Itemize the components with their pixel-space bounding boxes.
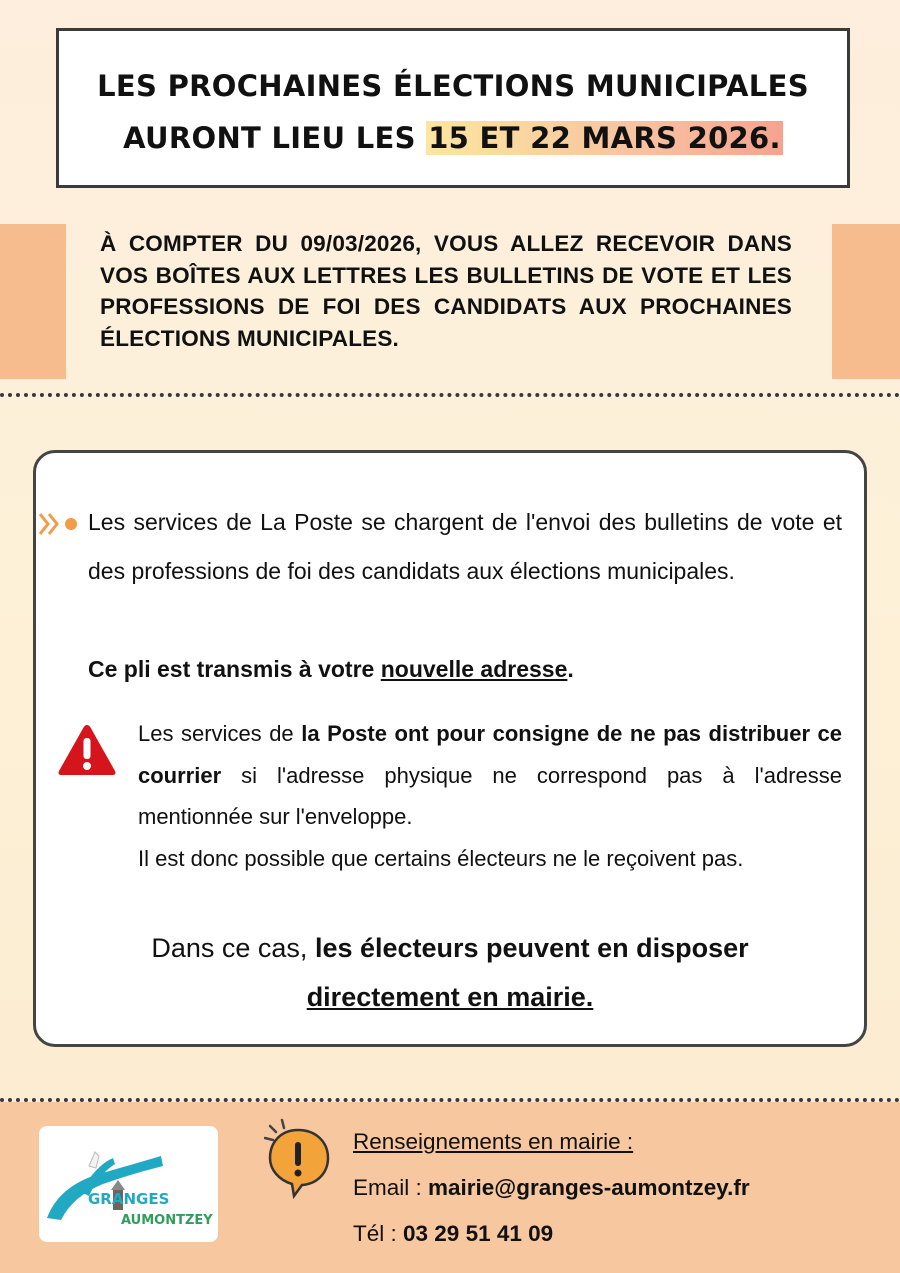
conclusion-line-1 [60, 924, 840, 973]
para-consigne [138, 713, 842, 879]
logo-text-aumontzey: AUMONTZEY [121, 1213, 213, 1228]
phone-label: Tél : [353, 1221, 404, 1246]
consigne-text [138, 713, 842, 838]
title-line-2 [59, 121, 847, 155]
contact-phone-row [353, 1216, 750, 1262]
election-dates: 15 ET 22 MARS 2026. [428, 121, 781, 155]
accent-block-left [0, 224, 66, 379]
intro-text: À COMPTER DU 09/03/2026, VOUS ALLEZ RECEVOIR DANS VOS BOÎTES AUX LETTRES LES BULLETINS DE VOTE ET LES PROFESSIONS DE FOI DES CANDIDATS AUX PROCHAINES ÉLECTIONS MUNICIPALES. [100, 231, 792, 351]
contact-heading: Renseignements en mairie : [353, 1129, 634, 1154]
conclusion-bold-2: directement en mairie. [306, 982, 594, 1012]
chevron-bullet-icon [38, 510, 82, 538]
consigne-last: Il est donc possible que certains électeurs ne le reçoivent pas. [138, 845, 744, 871]
conclusion-bold: les électeurs peuvent en disposer [314, 933, 749, 963]
logo-text-granges: GRANGES [88, 1190, 170, 1208]
conclusion [60, 924, 840, 1022]
consigne-part2: si l'adresse physique ne correspond pas à l'adresse mentionnée sur l'enveloppe. [138, 762, 842, 829]
phone-number[interactable]: 03 29 51 41 09 [403, 1221, 554, 1246]
consigne-bold: la Poste ont pour consigne de ne pas distribuer ce courrier [138, 721, 843, 788]
logo-mark [39, 1126, 218, 1242]
conclusion-prefix: Dans ce cas, [151, 933, 315, 963]
accent-block-right [832, 224, 900, 379]
title-prefix: AURONT LIEU LES [123, 121, 427, 155]
town-logo [39, 1126, 218, 1242]
title-box [56, 28, 850, 188]
warning-icon [56, 722, 118, 778]
title-line-1: LES PROCHAINES ÉLECTIONS MUNICIPALES [97, 69, 809, 103]
exclamation-bubble-icon [264, 1118, 336, 1200]
contact-email-row [353, 1170, 750, 1216]
contact-info [353, 1124, 750, 1262]
email-link[interactable]: mairie@granges-aumontzey.fr [428, 1175, 750, 1200]
email-label: Email : [353, 1175, 429, 1200]
new-address-emphasis: nouvelle adresse [380, 656, 568, 682]
para-la-poste: Les services de La Poste se chargent de l'envoi des bulletins de vote et des professions de foi des candidats aux élections municipales. [88, 509, 842, 584]
dotted-divider [0, 393, 900, 397]
new-address-suffix: . [567, 656, 574, 682]
para-new-address [88, 652, 842, 686]
consigne-part1: Les services de [138, 721, 302, 746]
new-address-prefix: Ce pli est transmis à votre [88, 656, 381, 682]
conclusion-line-2 [60, 973, 840, 1022]
